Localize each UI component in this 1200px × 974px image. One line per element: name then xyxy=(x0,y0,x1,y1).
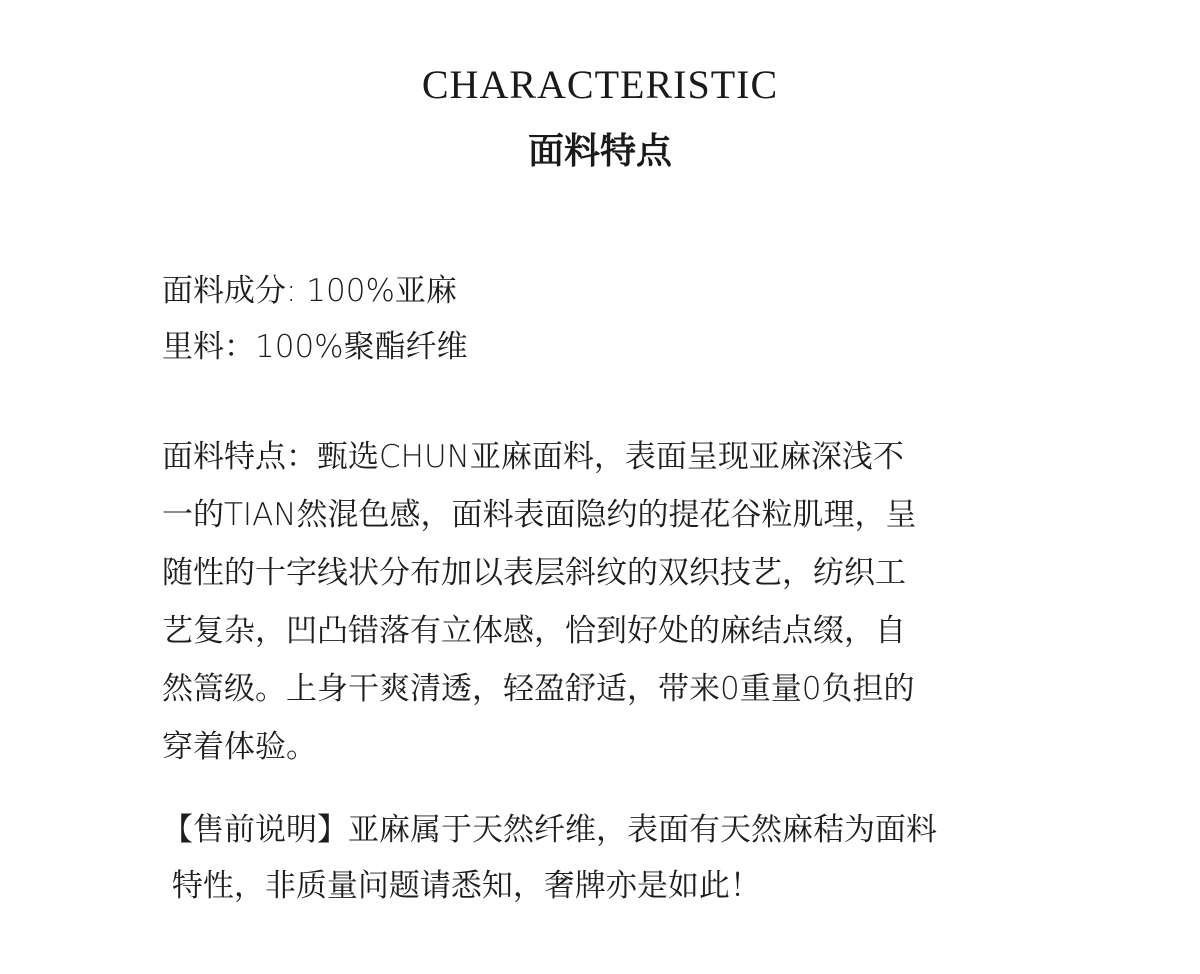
features-line: 艺复杂，凹凸错落有立体感，恰到好处的麻结点缀，自 xyxy=(162,613,906,649)
features-line: 然篙级。上身干爽清透，轻盈舒适，带来0重量0负担的 xyxy=(162,671,915,707)
fabric-composition: 面料成分: 100%亚麻 xyxy=(162,273,457,309)
presale-notice xyxy=(162,802,1062,914)
page-title-en: CHARACTERISTIC xyxy=(421,62,779,107)
presale-line: 特性，非质量问题请悉知，奢牌亦是如此！ xyxy=(162,868,761,904)
presale-line: 【售前说明】亚麻属于天然纤维，表面有天然麻秸为面料 xyxy=(162,812,937,848)
features-line: 面料特点：甄选CHUN亚麻面料，表面呈现亚麻深浅不 xyxy=(162,439,904,475)
features-line: 穿着体验。 xyxy=(162,729,317,765)
features-line: 随性的十字线状分布加以表层斜纹的双织技艺，纺织工 xyxy=(162,555,906,591)
composition-section xyxy=(162,263,1062,375)
lining-composition: 里料：100%聚酯纤维 xyxy=(162,329,468,365)
features-line: 一的TIAN然混色感，面料表面隐约的提花谷粒肌理，呈 xyxy=(162,497,917,533)
features-section xyxy=(162,428,1062,776)
page-title-cn: 面料特点 xyxy=(527,131,672,172)
